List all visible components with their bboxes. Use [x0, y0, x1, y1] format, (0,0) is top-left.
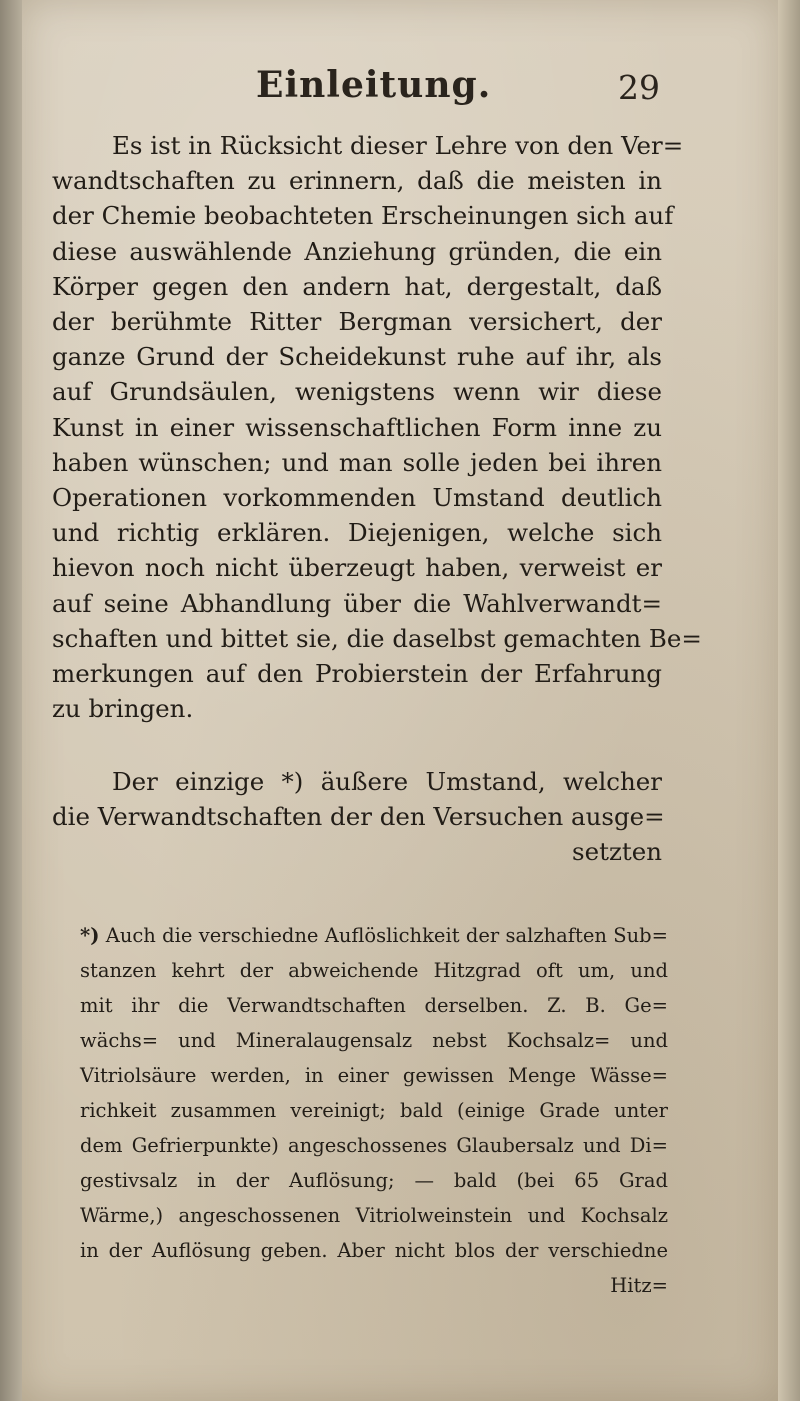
- text-line: setzten: [572, 837, 662, 867]
- text-line: auf seine Abhandlung über die Wahlverwandt=: [52, 588, 662, 618]
- text-line: merkungen auf den Probierstein der Erfahrung: [52, 659, 662, 689]
- text-line: diese auswählende Anziehung gründen, die ein: [52, 236, 662, 266]
- page-number: 29: [618, 68, 660, 107]
- text-line: der berühmte Ritter Bergman versichert, der: [52, 307, 662, 337]
- running-title: Einleitung.: [256, 64, 492, 106]
- footnote-line: wächs= und Mineralaugensalz nebst Kochsalz= und: [80, 1029, 668, 1052]
- text-line: Der einzige *) äußere Umstand, welcher: [112, 767, 662, 796]
- footnote-line: Hitz=: [610, 1274, 668, 1297]
- text-line: Operationen vorkommenden Umstand deutlich: [52, 483, 662, 513]
- text-line: Kunst in einer wissenschaftlichen Form inne zu: [52, 412, 662, 442]
- text-line: der Chemie beobachteten Erscheinungen sich auf: [52, 201, 674, 231]
- footnote-line: mit ihr die Verwandtschaften derselben. Z. B. Ge=: [80, 994, 668, 1017]
- text-line: und richtig erklären. Diejenigen, welche sich: [52, 518, 662, 548]
- text-line: schaften und bittet sie, die daselbst gemachten Be=: [52, 623, 702, 653]
- footnote-line: richkeit zusammen vereinigt; bald (einige Grade unter: [80, 1099, 668, 1122]
- paragraph-2: [52, 764, 665, 870]
- text-line: zu bringen.: [52, 694, 194, 724]
- text-line: die Verwandtschaften der den Versuchen ausge=: [52, 802, 665, 832]
- text-line: hievon noch nicht überzeugt haben, verweist er: [52, 553, 662, 583]
- text-line: haben wünschen; und man solle jeden bei ihren: [52, 447, 662, 477]
- footnote-line: dem Gefrierpunkte) angeschossenes Glaubersalz und Di=: [80, 1134, 668, 1157]
- footnote-line: Wärme,) angeschossenen Vitriolweinstein und Kochsalz: [80, 1204, 668, 1227]
- text-line: auf Grundsäulen, wenigstens wenn wir diese: [52, 377, 662, 407]
- text-line: Es ist in Rücksicht dieser Lehre von den Ver=: [112, 131, 684, 160]
- footnote-marker: *): [80, 924, 100, 947]
- right-page-edge: [778, 0, 800, 1401]
- text-line: wandtschaften zu erinnern, daß die meisten in: [52, 166, 662, 196]
- footnote-line-text: Auch die verschiedne Auflöslichkeit der salzhaften Sub=: [105, 924, 669, 947]
- left-page-edge: [0, 0, 22, 1401]
- footnote-line: [80, 918, 668, 953]
- footnote-line: gestivsalz in der Auflösung; — bald (bei 65 Grad: [80, 1169, 668, 1192]
- page-header: [22, 58, 778, 118]
- text-line: ganze Grund der Scheidekunst ruhe auf ihr, als: [52, 342, 662, 372]
- paragraph-1: [52, 128, 702, 726]
- footnote: [80, 918, 668, 1303]
- footnote-line: in der Auflösung geben. Aber nicht blos der verschiedne: [80, 1239, 668, 1262]
- footnote-line: Vitriolsäure werden, in einer gewissen Menge Wässe=: [80, 1064, 668, 1087]
- footnote-line: stanzen kehrt der abweichende Hitzgrad oft um, und: [80, 959, 668, 982]
- text-line: Körper gegen den andern hat, dergestalt, daß: [52, 271, 662, 301]
- book-page: [22, 0, 778, 1401]
